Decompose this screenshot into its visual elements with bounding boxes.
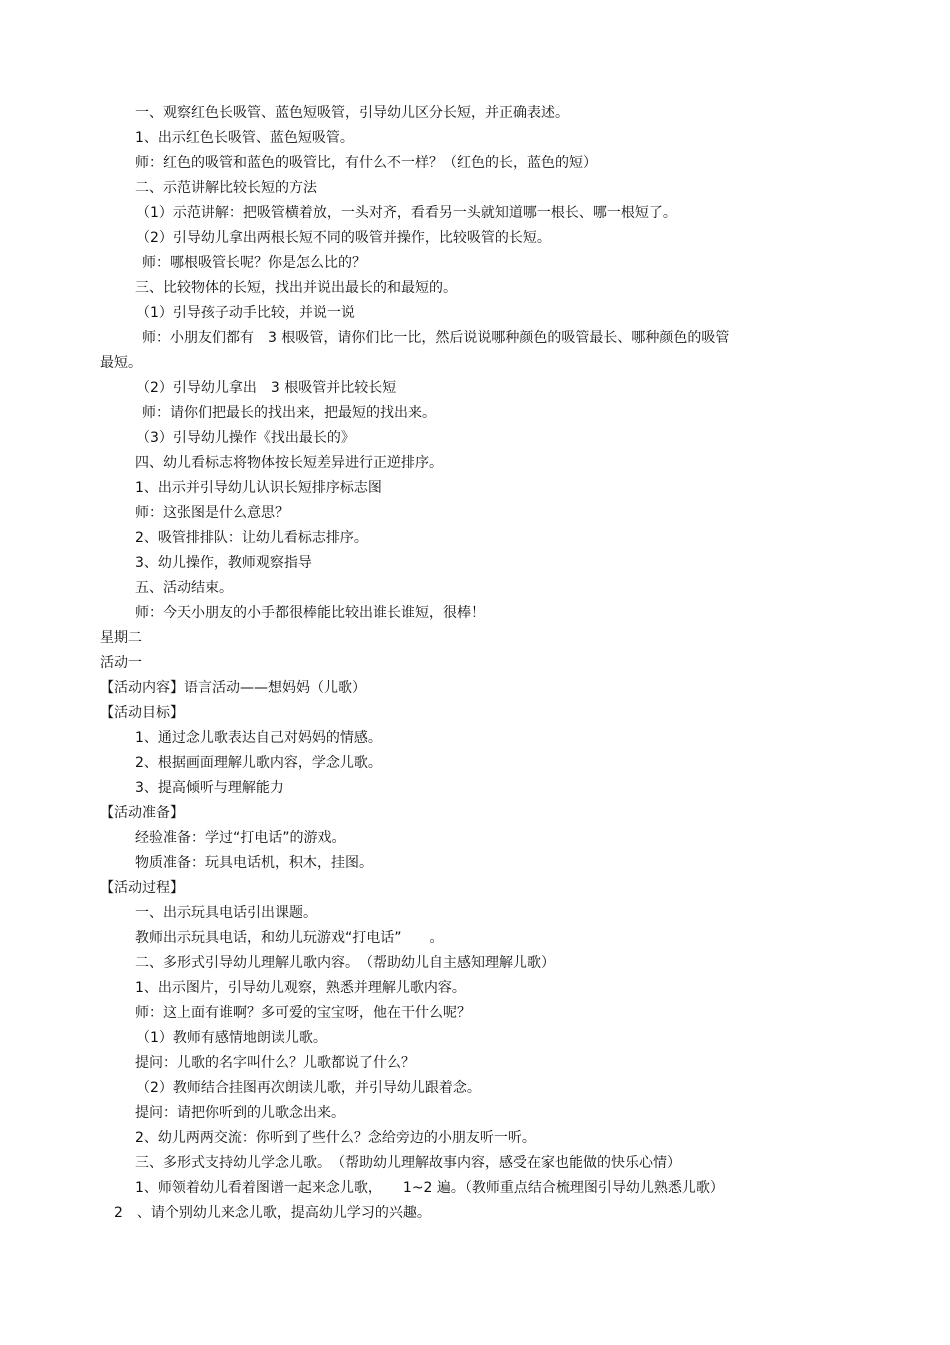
text-line: （2）教师结合挂图再次朗读儿歌，并引导幼儿跟着念。 [136,1080,481,1096]
text-line: 1、出示红色长吸管、蓝色短吸管。 [135,130,354,146]
text-line: 1、师领着幼儿看着图谱一起来念儿歌， 1~2 遍。（教师重点结合梳理图引导幼儿熟悉儿歌） [135,1180,724,1196]
text-line: 1、出示图片，引导幼儿观察，熟悉并理解儿歌内容。 [135,980,466,996]
text-line: 师：小朋友们都有 3 根吸管，请你们比一比，然后说说哪种颜色的吸管最长、哪种颜色的吸管 [142,330,730,346]
text-line: （1）示范讲解：把吸管横着放，一头对齐，看看另一头就知道哪一根长、哪一根短了。 [136,205,677,221]
text-line: 提问：儿歌的名字叫什么？儿歌都说了什么？ [135,1055,415,1071]
text-line: 师：这张图是什么意思？ [135,505,289,521]
text-line: （2）引导幼儿拿出 3 根吸管并比较长短 [136,380,397,396]
text-line: 师：这上面有谁啊？多可爱的宝宝呀，他在干什么呢？ [135,1005,471,1021]
text-line: 经验准备：学过“打电话”的游戏。 [135,830,346,846]
text-line: 师：哪根吸管长呢？你是怎么比的？ [142,255,366,271]
text-line: 五、活动结束。 [135,580,233,596]
text-line: 教师出示玩具电话，和幼儿玩游戏“打电话” 。 [135,930,444,946]
section-heading: 星期二 [100,630,142,646]
text-line: 师：请你们把最长的找出来，把最短的找出来。 [142,405,436,421]
text-line: （3）引导幼儿操作《找出最长的》 [136,430,355,446]
text-line: 2、根据画面理解儿歌内容，学念儿歌。 [135,755,382,771]
text-line: 一、观察红色长吸管、蓝色短吸管，引导幼儿区分长短，并正确表述。 [135,105,569,121]
text-line: （2）引导幼儿拿出两根长短不同的吸管并操作，比较吸管的长短。 [136,230,551,246]
text-line: 一、出示玩具电话引出课题。 [135,905,317,921]
text-line: 物质准备：玩具电话机，积木，挂图。 [135,855,373,871]
section-heading: 【活动准备】 [100,805,184,821]
text-line: 1、通过念儿歌表达自己对妈妈的情感。 [135,730,382,746]
text-line: 三、比较物体的长短，找出并说出最长的和最短的。 [135,280,457,296]
text-line: 提问：请把你听到的儿歌念出来。 [135,1105,345,1121]
text-line: （1）引导孩子动手比较，并说一说 [136,305,355,321]
section-heading: 【活动目标】 [100,705,184,721]
text-line: （1）教师有感情地朗读儿歌。 [136,1030,327,1046]
text-line: 3、幼儿操作，教师观察指导 [135,555,312,571]
text-line: 四、幼儿看标志将物体按长短差异进行正逆排序。 [135,455,443,471]
text-line: 3、提高倾听与理解能力 [135,780,284,796]
text-line: 最短。 [100,355,142,371]
text-line: 二、多形式引导幼儿理解儿歌内容。 （帮助幼儿自主感知理解儿歌） [135,955,555,971]
activity-content: 【活动内容】语言活动——想妈妈（儿歌） [100,680,366,696]
text-line: 2、吸管排排队：让幼儿看标志排序。 [135,530,368,546]
text-line: 1、出示并引导幼儿认识长短排序标志图 [135,480,382,496]
text-line: 三、多形式支持幼儿学念儿歌。 （帮助幼儿理解故事内容，感受在家也能做的快乐心情） [135,1155,681,1171]
text-line: 2 、请个别幼儿来念儿歌，提高幼儿学习的兴趣。 [114,1205,431,1221]
section-heading: 【活动过程】 [100,880,184,896]
text-line: 2、幼儿两两交流：你听到了些什么？念给旁边的小朋友听一听。 [135,1130,536,1146]
text-line: 师：红色的吸管和蓝色的吸管比，有什么不一样？（红色的长，蓝色的短） [135,155,597,171]
section-heading: 活动一 [100,655,142,671]
text-line: 师：今天小朋友的小手都很棒能比较出谁长谁短，很棒！ [135,605,485,621]
text-line: 二、示范讲解比较长短的方法 [135,180,317,196]
